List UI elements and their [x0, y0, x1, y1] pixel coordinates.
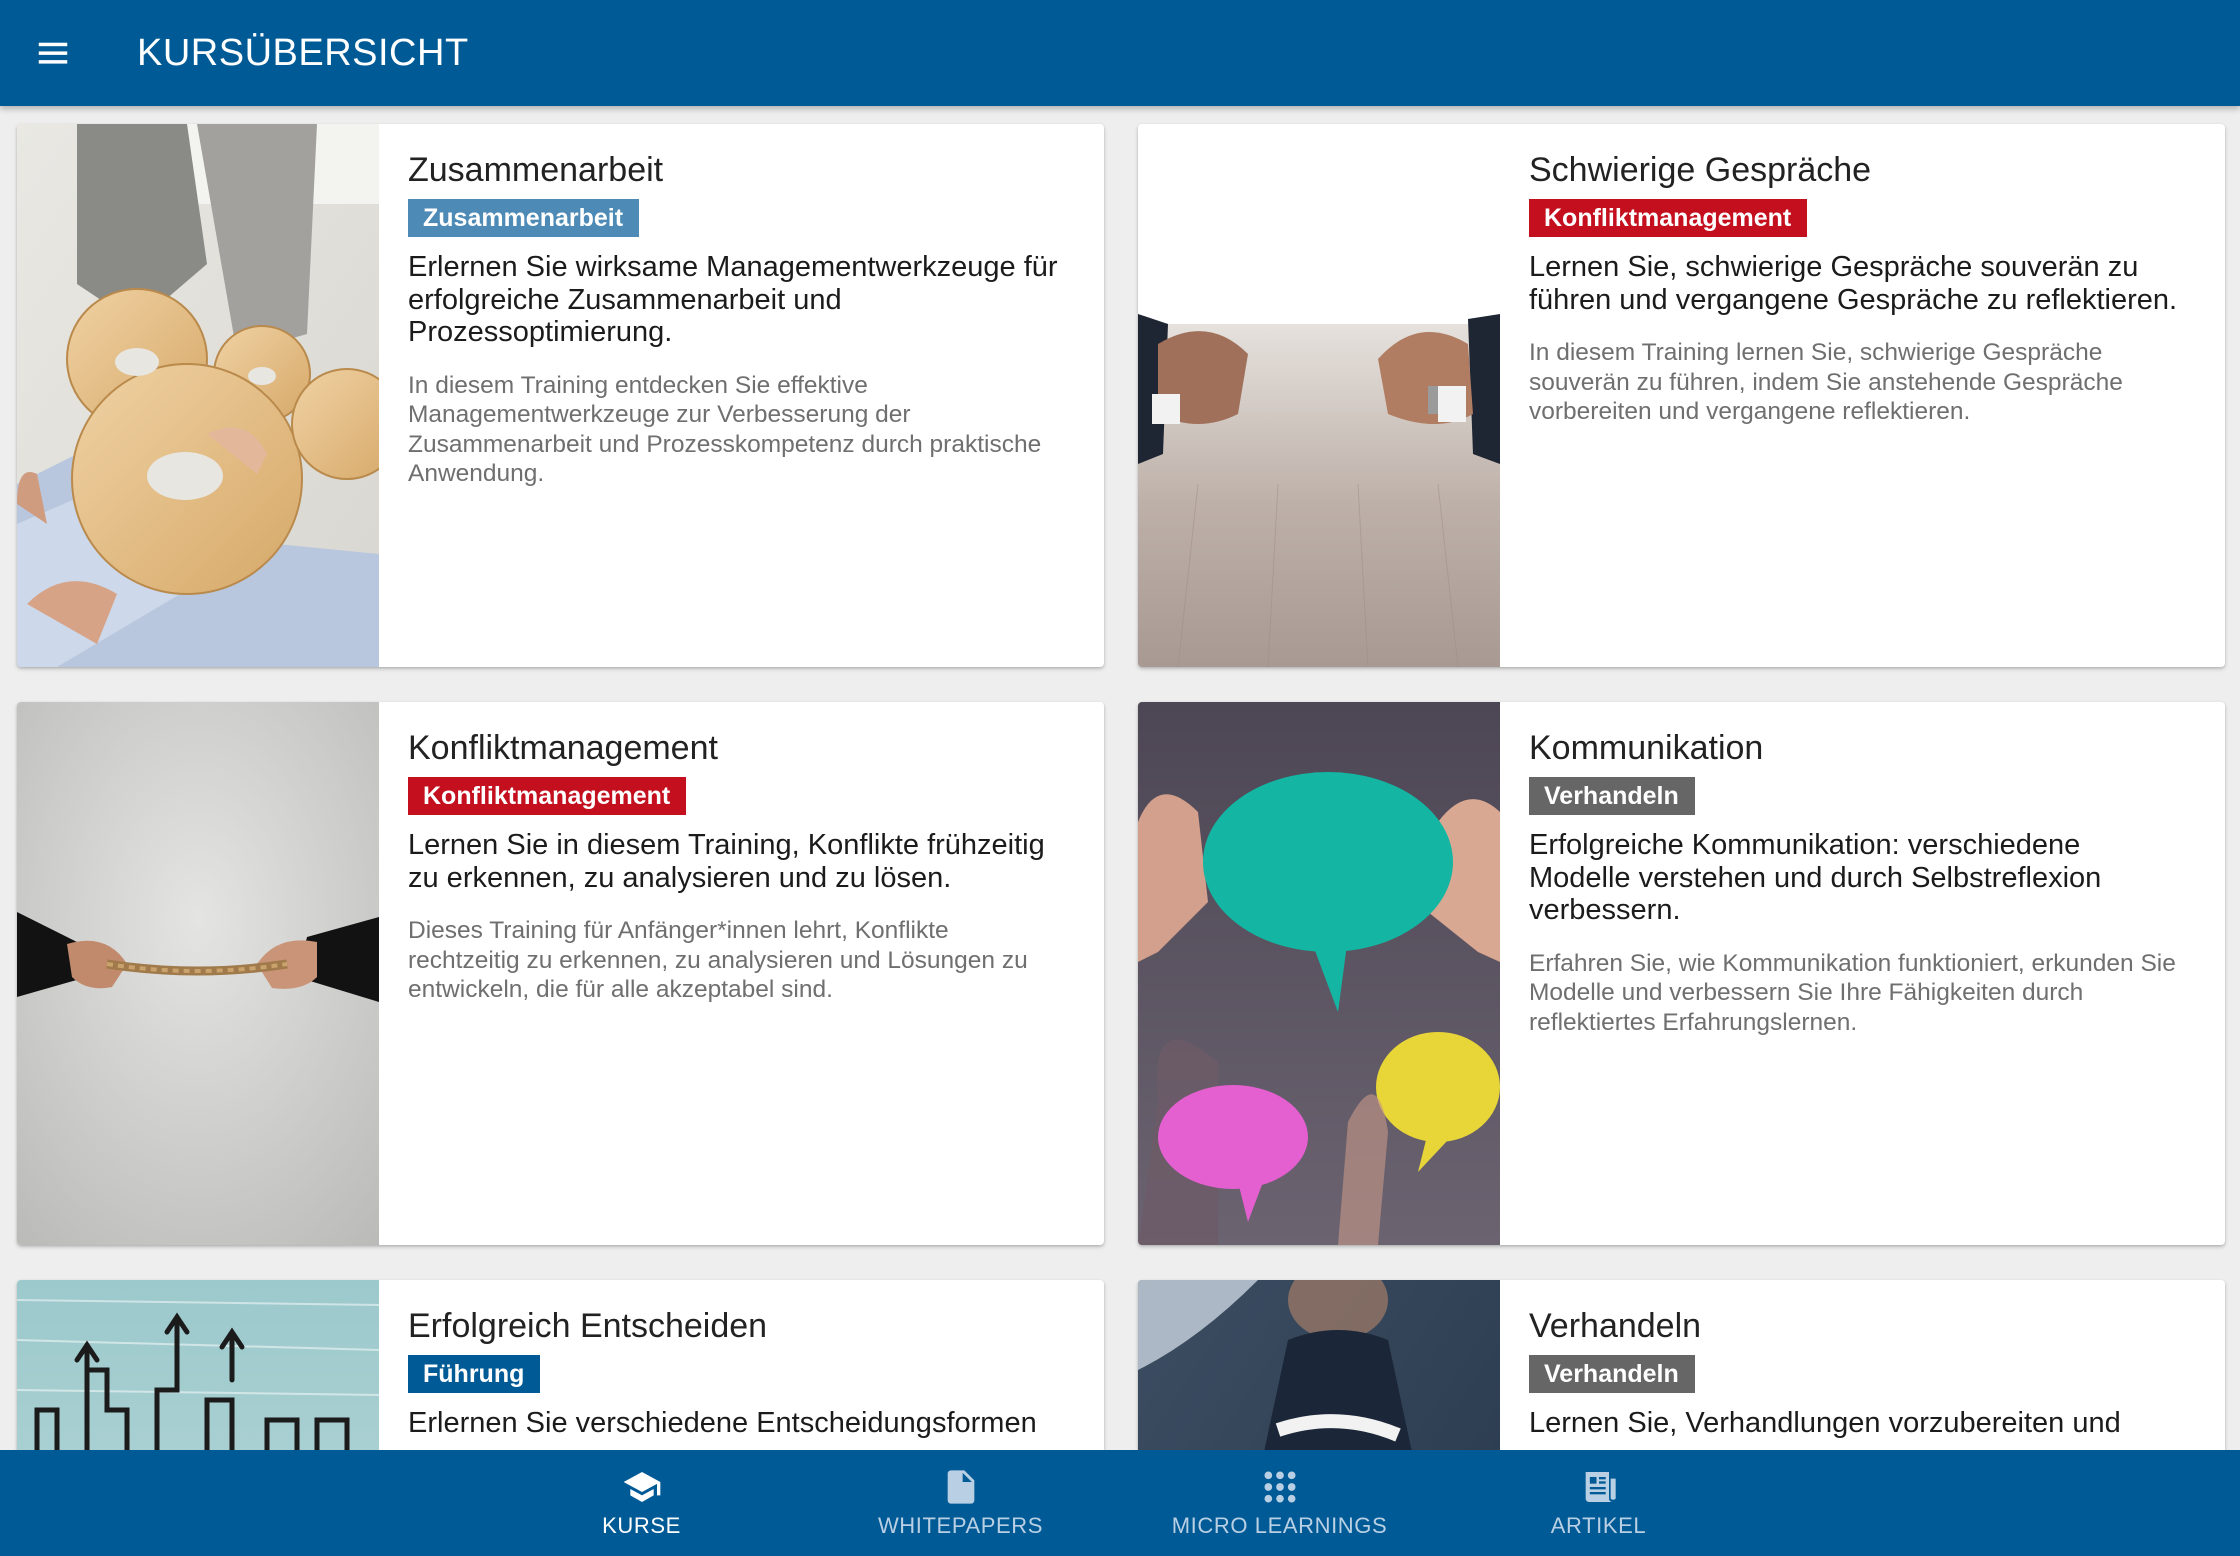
course-description: In diesem Training entdecken Sie effektive Managementwerkzeuge zur Verbesserung der Zusammenarbeit und Prozesskompetenz durch praktische Anwendung.	[408, 372, 1042, 488]
course-card-konfliktmanagement[interactable]	[17, 702, 1104, 1245]
course-image-arrows	[17, 1280, 379, 1450]
nav-label: WHITEPAPERS	[877, 1513, 1044, 1538]
course-card-kommunikation[interactable]	[1138, 702, 2225, 1245]
graduation-cap-icon	[622, 1467, 662, 1507]
course-subtitle: Lernen Sie, schwierige Gespräche souverän zu führen und vergangene Gespräche zu reflektieren.	[1529, 250, 2178, 316]
course-subtitle: Erlernen Sie wirksame Managementwerkzeuge für erfolgreiche Zusammenarbeit und Prozessoptimierung.	[408, 250, 1058, 349]
course-card-zusammenarbeit[interactable]	[17, 124, 1104, 667]
course-description: Dieses Training für Anfänger*innen lehrt, Konflikte rechtzeitig zu erkennen, zu analysieren und Lösungen zu entwickeln, die für alle akzeptabel sind.	[408, 917, 1028, 1004]
app-bar	[0, 0, 2240, 106]
course-title: Kommunikation	[1529, 729, 1764, 767]
nav-label: MICRO LEARNINGS	[1171, 1513, 1388, 1538]
course-card-erfolgreich-entscheiden[interactable]	[17, 1280, 1104, 1450]
course-list[interactable]	[0, 106, 2240, 1450]
course-card-schwierige-gespraeche[interactable]	[1138, 124, 2225, 667]
course-description: Erfahren Sie, wie Kommunikation funktioniert, erkunden Sie Modelle und verbessern Sie Ihre Fähigkeiten durch reflektiertes Erfahrungslernen.	[1529, 950, 2176, 1036]
course-title: Konfliktmanagement	[408, 729, 718, 767]
category-badge: Zusammenarbeit	[408, 199, 639, 237]
nav-label: KURSE	[602, 1513, 681, 1538]
menu-button[interactable]	[0, 0, 106, 106]
course-title: Zusammenarbeit	[408, 151, 664, 189]
nav-item-artikel[interactable]	[1439, 1450, 1758, 1556]
newspaper-icon	[1579, 1467, 1619, 1507]
course-subtitle: Erfolgreiche Kommunikation: verschiedene Modelle verstehen und durch Selbstreflexion verbessern.	[1529, 828, 2102, 927]
page-title: KURSÜBERSICHT	[137, 31, 469, 74]
nav-item-whitepapers[interactable]	[801, 1450, 1120, 1556]
course-title: Schwierige Gespräche	[1529, 151, 1872, 189]
course-image-folded-hands	[1138, 124, 1500, 667]
document-icon	[941, 1467, 981, 1507]
course-image-handshake	[1138, 1280, 1500, 1450]
course-image-tug-of-war	[17, 702, 379, 1245]
course-title: Erfolgreich Entscheiden	[408, 1307, 768, 1345]
bottom-navigation	[0, 1450, 2240, 1556]
category-badge: Verhandeln	[1529, 777, 1695, 815]
course-card-verhandeln[interactable]	[1138, 1280, 2225, 1450]
category-badge: Konfliktmanagement	[408, 777, 686, 815]
course-image-speech-bubbles	[1138, 702, 1500, 1245]
nav-label: ARTIKEL	[1550, 1513, 1647, 1538]
course-subtitle: Lernen Sie, Verhandlungen vorzubereiten und	[1529, 1406, 2121, 1439]
course-description: In diesem Training lernen Sie, schwierige Gespräche souverän zu führen, indem Sie anstehende Gespräche vorbereiten und vergangene reflektieren.	[1529, 339, 2123, 426]
course-subtitle: Erlernen Sie verschiedene Entscheidungsformen	[408, 1406, 1037, 1439]
course-title: Verhandeln	[1529, 1307, 1702, 1345]
course-subtitle: Lernen Sie in diesem Training, Konflikte frühzeitig zu erkennen, zu analysieren und zu lösen.	[408, 828, 1045, 894]
nav-item-micro-learnings[interactable]	[1120, 1450, 1439, 1556]
nav-item-kurse[interactable]	[482, 1450, 801, 1556]
category-badge: Führung	[408, 1355, 540, 1393]
dots-grid-icon	[1260, 1467, 1300, 1507]
course-image-gears	[17, 124, 379, 667]
menu-icon	[34, 34, 72, 72]
category-badge: Konfliktmanagement	[1529, 199, 1807, 237]
category-badge: Verhandeln	[1529, 1355, 1695, 1393]
